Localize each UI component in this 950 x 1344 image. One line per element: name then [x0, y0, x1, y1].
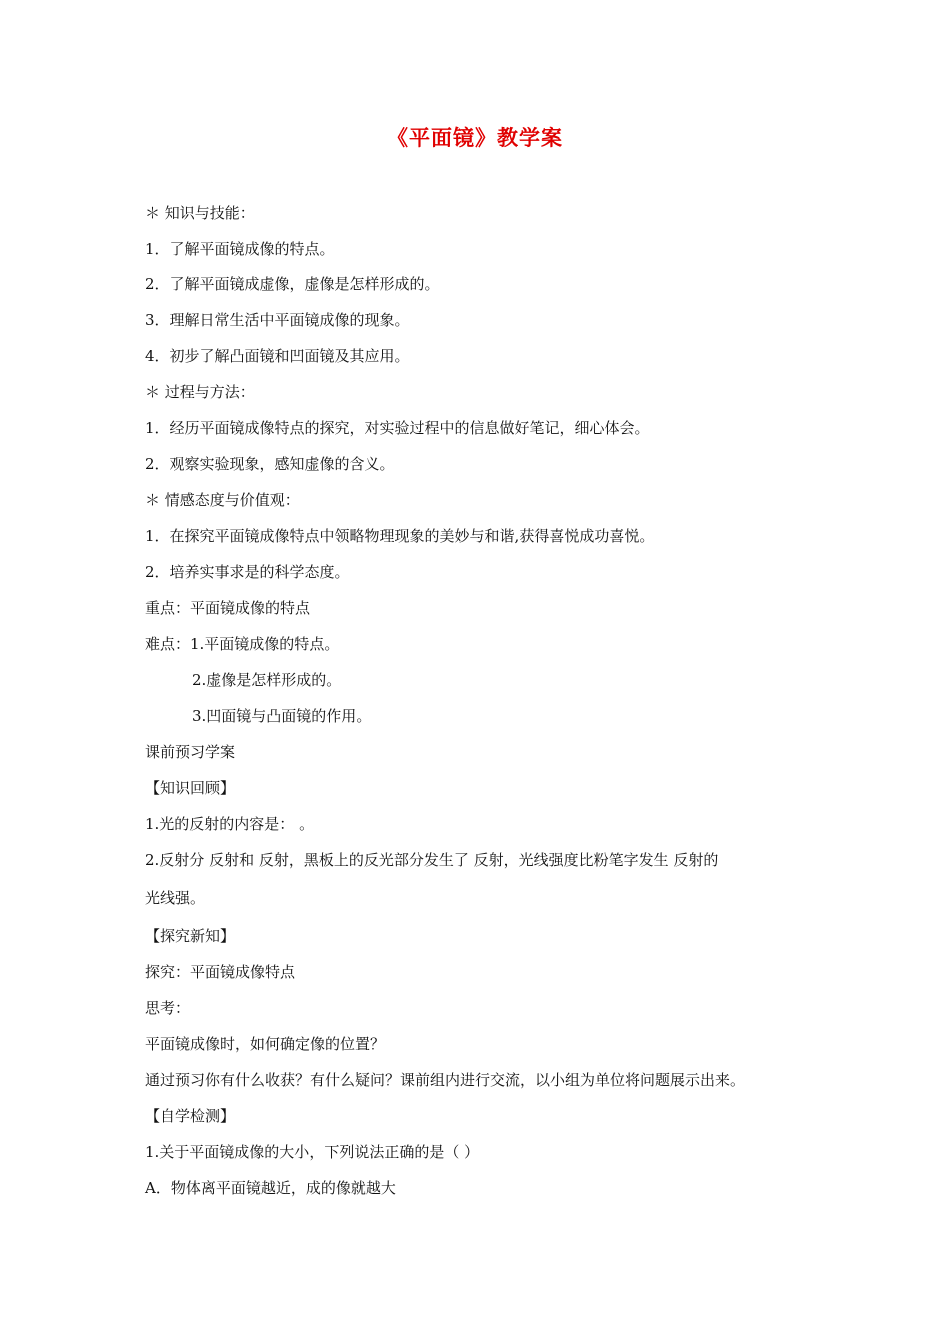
question-line-continued: 光线强。	[145, 889, 206, 907]
bracket-heading: 【自学检测】	[145, 1107, 236, 1125]
text-line: 4．初步了解凸面镜和凹面镜及其应用。	[145, 347, 410, 365]
difficulty-line: 3.凹面镜与凸面镜的作用。	[192, 707, 372, 725]
answer-option: A．物体离平面镜越近，成的像就越大	[145, 1179, 396, 1197]
text-line: 1．在探究平面镜成像特点中领略物理现象的美妙与和谐,获得喜悦成功喜悦。	[145, 527, 655, 545]
bracket-heading: 【知识回顾】	[145, 779, 236, 797]
text-line: 3．理解日常生活中平面镜成像的现象。	[145, 311, 410, 329]
text-line: 2．培养实事求是的科学态度。	[145, 563, 350, 581]
section-heading-preview: 课前预习学案	[145, 743, 236, 761]
section-heading-process: ＊ 过程与方法：	[145, 383, 255, 401]
question-line: 1.关于平面镜成像的大小，下列说法正确的是（ ）	[145, 1143, 480, 1161]
text-line: 2．了解平面镜成虚像，虚像是怎样形成的。	[145, 275, 440, 293]
text-line: 探究：平面镜成像特点	[145, 963, 296, 981]
text-line: 平面镜成像时，如何确定像的位置？	[145, 1035, 386, 1053]
document-title: 《平面镜》教学案	[387, 126, 563, 150]
text-line: 思考：	[145, 999, 191, 1017]
text-line: 1．了解平面镜成像的特点。	[145, 240, 335, 258]
difficulty-line: 难点：1.平面镜成像的特点。	[145, 635, 340, 653]
section-heading-attitude: ＊ 情感态度与价值观：	[145, 491, 300, 509]
question-line: 2.反射分 反射和 反射，黑板上的反光部分发生了 反射，光线强度比粉笔字发生 反射的	[145, 851, 719, 869]
difficulty-line: 2.虚像是怎样形成的。	[192, 671, 342, 689]
text-line: 1．经历平面镜成像特点的探究，对实验过程中的信息做好笔记，细心体会。	[145, 419, 650, 437]
bracket-heading: 【探究新知】	[145, 927, 236, 945]
question-line: 1.光的反射的内容是： 。	[145, 815, 315, 833]
key-point-line: 重点：平面镜成像的特点	[145, 599, 311, 617]
section-heading-knowledge: ＊ 知识与技能：	[145, 204, 255, 222]
text-line: 通过预习你有什么收获？有什么疑问？课前组内进行交流，以小组为单位将问题展示出来。	[145, 1071, 746, 1089]
text-line: 2．观察实验现象，感知虚像的含义。	[145, 455, 395, 473]
